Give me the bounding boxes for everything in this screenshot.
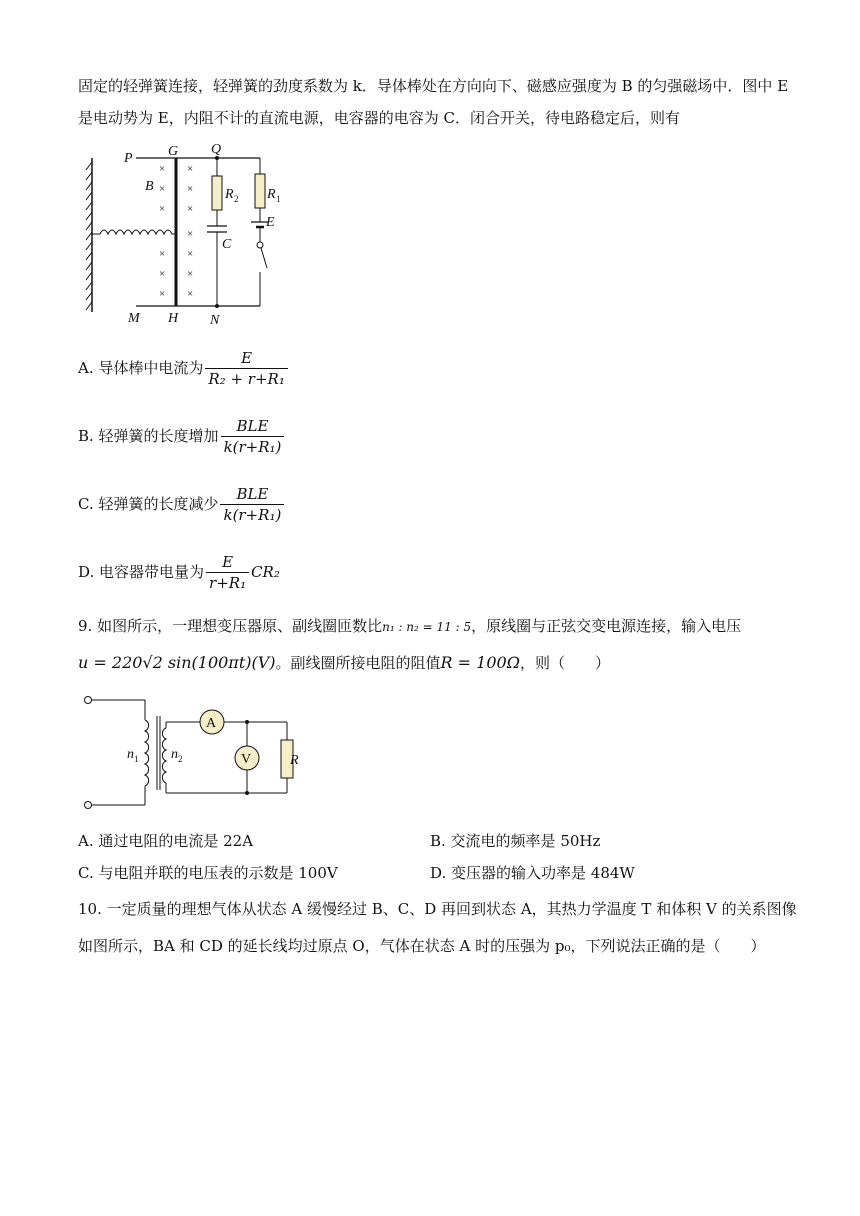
label-g: G	[168, 144, 179, 159]
q8-option-b[interactable]	[78, 414, 286, 458]
svg-text:×: ×	[187, 183, 194, 195]
q8-option-c[interactable]	[78, 482, 286, 526]
q9-option-d[interactable]: D. 变压器的输入功率是 484W	[430, 864, 635, 882]
label-n2-sub: 2	[178, 754, 183, 764]
label-r2: R	[225, 187, 234, 202]
svg-text:×: ×	[187, 268, 194, 280]
terminal-bottom	[85, 802, 92, 809]
label-m: M	[128, 311, 140, 326]
q8-option-a[interactable]	[78, 346, 290, 390]
svg-text:×: ×	[187, 288, 194, 300]
q8-option-c-text: C. 轻弹簧的长度减少	[78, 495, 219, 513]
q8-option-c-fraction: $\frac{\text{BLE}}{\text{k(r+R₁)}}$	[220, 485, 284, 525]
label-r1-sub: 1	[276, 194, 281, 204]
q8-option-d[interactable]	[78, 550, 280, 594]
svg-text:×: ×	[187, 228, 194, 240]
svg-text:×: ×	[187, 203, 194, 215]
q9-option-b[interactable]: B. 交流电的频率是 50Hz	[430, 832, 601, 850]
label-p: P	[124, 151, 133, 166]
resistor-r1	[255, 174, 265, 208]
q8-option-d-tail: CR₂	[251, 563, 280, 581]
switch-blade	[261, 248, 267, 268]
label-n: N	[210, 313, 220, 328]
label-b: B	[145, 179, 154, 194]
label-r: R	[290, 753, 299, 768]
q9-voltage-formula: u = 220√2 sin(100πt)(V)	[78, 653, 276, 672]
svg-text:×: ×	[187, 163, 194, 175]
q10-text-line1: 10. 一定质量的理想气体从状态 A 缓慢经过 B、C、D 再回到状态 A，其热力学温度 T 和体积 V 的关系图像	[78, 900, 797, 918]
label-r1: R	[267, 187, 276, 202]
label-n2: n	[171, 747, 178, 762]
q8-text-line2: 是电动势为 E，内阻不计的直流电源，电容器的电容为 C．闭合开关，待电路稳定后，则有	[78, 109, 680, 127]
svg-text:×: ×	[159, 163, 166, 175]
svg-text:×: ×	[159, 248, 166, 260]
q9-option-a[interactable]: A. 通过电阻的电流是 22A	[78, 832, 254, 850]
label-h: H	[168, 311, 179, 326]
q9-option-c[interactable]: C. 与电阻并联的电压表的示数是 100V	[78, 864, 338, 882]
primary-coil	[145, 720, 149, 786]
q8-text-line1: 固定的轻弹簧连接，轻弹簧的劲度系数为 k．导体棒处在方向向下、磁感应强度为 B 的匀强磁场中．图中 E	[78, 77, 789, 95]
svg-text:×: ×	[159, 268, 166, 280]
q8-option-a-text: A. 导体棒中电流为	[78, 359, 204, 377]
svg-text:×: ×	[159, 183, 166, 195]
q8-option-b-text: B. 轻弹簧的长度增加	[78, 427, 219, 445]
q9-turn-ratio: n₁ : n₂ = 11 : 5	[382, 620, 472, 634]
q9-resistance: R = 100Ω	[440, 653, 520, 672]
q8-option-d-text: D. 电容器带电量为	[78, 563, 205, 581]
q8-option-b-fraction: $\frac{\text{BLE}}{\text{k(r+R₁)}}$	[221, 417, 285, 457]
label-n1: n	[127, 747, 134, 762]
label-e: E	[266, 215, 275, 230]
q10-text-line2: 如图所示，BA 和 CD 的延长线均过原点 O，气体在状态 A 时的压强为 p₀，下列说法正确的是（ ）	[78, 937, 766, 955]
q9-text-line2: u = 220√2 sin(100πt)(V)。副线圈所接电阻的阻值R = 100Ω，则（ ）	[78, 653, 610, 672]
terminal-top	[85, 697, 92, 704]
q8-rail-circuit-figure	[80, 140, 280, 330]
secondary-coil	[162, 728, 166, 783]
voltmeter-label: V	[241, 752, 252, 767]
ammeter-label: A	[206, 716, 217, 731]
svg-text:×: ×	[187, 248, 194, 260]
resistor-r2	[212, 176, 222, 210]
label-c: C	[222, 237, 232, 252]
spring	[92, 230, 176, 234]
label-n1-sub: 1	[134, 754, 139, 764]
switch-pivot	[257, 242, 263, 248]
q9-text-line1: 9. 如图所示，一理想变压器原、副线圈匝数比n₁ : n₂ = 11 : 5，原线圈与正弦交变电源连接，输入电压	[78, 617, 742, 635]
q8-option-a-fraction: $\frac{E}{\text{R₂ + r+R₁}}$	[205, 349, 287, 389]
svg-text:×: ×	[159, 203, 166, 215]
q9-transformer-figure	[80, 690, 310, 815]
label-r2-sub: 2	[234, 194, 239, 204]
svg-text:×: ×	[159, 288, 166, 300]
label-q: Q	[211, 142, 222, 157]
q8-option-d-fraction: $\frac{E}{\text{r+R₁}}$	[206, 553, 249, 593]
